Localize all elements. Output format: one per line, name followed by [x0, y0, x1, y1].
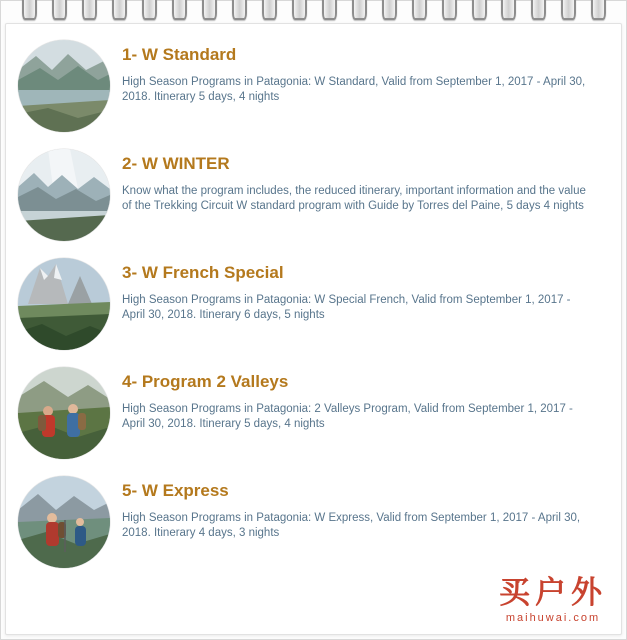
item-title[interactable]: 1- W Standard: [122, 45, 237, 64]
spiral-ring-icon: [232, 0, 247, 20]
item-title[interactable]: 3- W French Special: [122, 263, 284, 282]
item-body: [114, 256, 613, 324]
spiral-ring-icon: [412, 0, 427, 20]
spiral-ring-icon: [352, 0, 367, 20]
list-item[interactable]: [14, 474, 613, 568]
page-sheet: [5, 23, 622, 635]
item-title[interactable]: 5- W Express: [122, 481, 229, 500]
spiral-ring-icon: [142, 0, 157, 20]
winter-glacier-mountain-photo[interactable]: [18, 149, 110, 241]
list-item[interactable]: [14, 38, 613, 132]
thumbnail-wrap: [14, 38, 114, 132]
trekkers-on-ridge-photo[interactable]: [18, 476, 110, 568]
spiral-ring-icon: [322, 0, 337, 20]
spiral-ring-icon: [531, 0, 546, 20]
item-body: [114, 365, 613, 433]
granite-peaks-and-forest-photo[interactable]: [18, 258, 110, 350]
item-description: High Season Programs in Patagonia: 2 Valleys Program, Valid from September 1, 2017 - April 30, 2018. Itinerary 5 days, 4 nights: [122, 402, 573, 431]
watermark-site-text: maihuwai.com: [505, 612, 601, 624]
item-body: [114, 474, 613, 542]
list-item[interactable]: [14, 147, 613, 241]
spiral-ring-icon: [202, 0, 217, 20]
watermark-chinese-text: 买户外: [499, 575, 607, 611]
spiral-ring-icon: [262, 0, 277, 20]
item-body: [114, 38, 613, 106]
item-description: High Season Programs in Patagonia: W Express, Valid from September 1, 2017 - April 30, 2018. Itinerary 4 days, 3 nights: [122, 511, 581, 540]
spiral-ring-icon: [112, 0, 127, 20]
spiral-ring-icon: [591, 0, 606, 20]
spiral-ring-icon: [382, 0, 397, 20]
spiral-ring-icon: [292, 0, 307, 20]
item-description: High Season Programs in Patagonia: W Special French, Valid from September 1, 2017 - April 30, 2018. Itinerary 6 days, 5 nights: [122, 293, 571, 322]
spiral-ring-icon: [82, 0, 97, 20]
item-description: Know what the program includes, the reduced itinerary, important information and the value of the Trekking Circuit W standard program with Guide by Torres del Paine, 5 days 4 nights: [122, 184, 586, 213]
thumbnail-wrap: [14, 365, 114, 459]
thumbnail-wrap: [14, 256, 114, 350]
spiral-ring-icon: [472, 0, 487, 20]
spiral-ring-icon: [561, 0, 576, 20]
spiral-ring-icon: [52, 0, 67, 20]
hikers-with-backpacks-photo[interactable]: [18, 367, 110, 459]
list-item[interactable]: [14, 365, 613, 459]
lake-and-glacier-valley-photo[interactable]: [18, 40, 110, 132]
program-list: [6, 24, 621, 591]
thumbnail-wrap: [14, 474, 114, 568]
item-body: [114, 147, 613, 215]
spiral-ring-icon: [442, 0, 457, 20]
item-title[interactable]: 4- Program 2 Valleys: [122, 372, 289, 391]
item-description: High Season Programs in Patagonia: W Standard, Valid from September 1, 2017 - April 30, 2018. Itinerary 5 days, 4 nights: [122, 75, 586, 104]
spiral-ring-icon: [172, 0, 187, 20]
thumbnail-wrap: [14, 147, 114, 241]
spiral-ring-icon: [501, 0, 516, 20]
list-item[interactable]: [14, 256, 613, 350]
item-title[interactable]: 2- W WINTER: [122, 154, 230, 173]
spiral-ring-icon: [22, 0, 37, 20]
